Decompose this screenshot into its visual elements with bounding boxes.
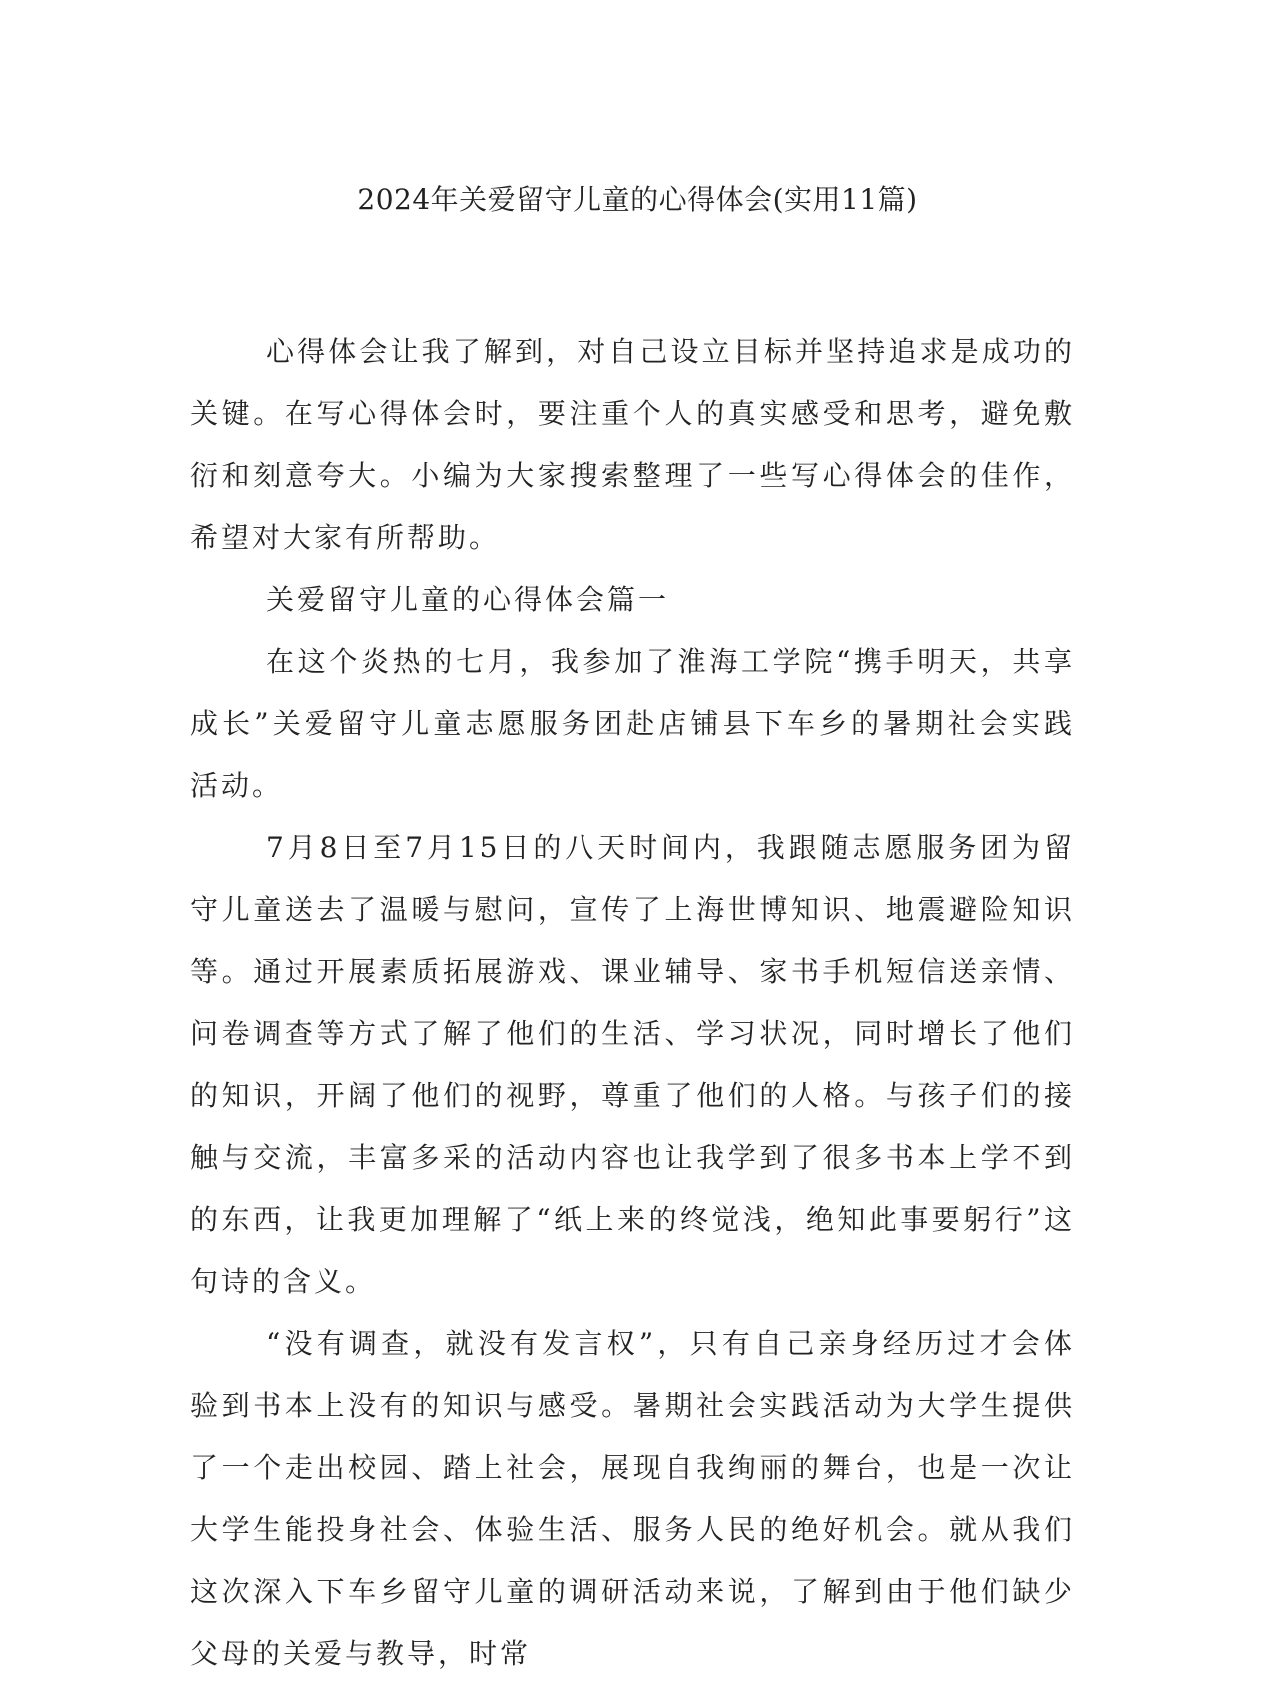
section-heading: 关爱留守儿童的心得体会篇一 [266,583,670,616]
intro-paragraph: 心得体会让我了解到，对自己设立目标并坚持追求是成功的关键。在写心得体会时，要注重个人的真实感受和思考，避免敷衍和刻意夸大。小编为大家搜索整理了一些写心得体会的佳作，希望对大家有所帮助。 [190,335,1075,554]
document-title: 2024年关爱留守儿童的心得体会(实用11篇) [357,183,918,216]
document-body [190,321,1075,1685]
body-paragraph: “没有调查，就没有发言权”，只有自己亲身经历过才会体验到书本上没有的知识与感受。暑期社会实践活动为大学生提供了一个走出校园、踏上社会，展现自我绚丽的舞台，也是一次让大学生能投身社会、体验生活、服务人民的绝好机会。就从我们这次深入下车乡留守儿童的调研活动来说，了解到由于他们缺少父母的关爱与教导，时常 [190,1327,1075,1670]
body-paragraph: 7月8日至7月15日的八天时间内，我跟随志愿服务团为留守儿童送去了温暖与慰问，宣传了上海世博知识、地震避险知识等。通过开展素质拓展游戏、课业辅导、家书手机短信送亲情、问卷调查等方式了解了他们的生活、学习状况，同时增长了他们的知识，开阔了他们的视野，尊重了他们的人格。与孩子们的接触与交流，丰富多采的活动内容也让我学到了很多书本上学不到的东西，让我更加理解了“纸上来的终觉浅，绝知此事要躬行”这句诗的含义。 [190,831,1075,1298]
body-paragraph: 在这个炎热的七月，我参加了淮海工学院“携手明天，共享成长”关爱留守儿童志愿服务团赴店铺县下车乡的暑期社会实践活动。 [190,645,1075,802]
